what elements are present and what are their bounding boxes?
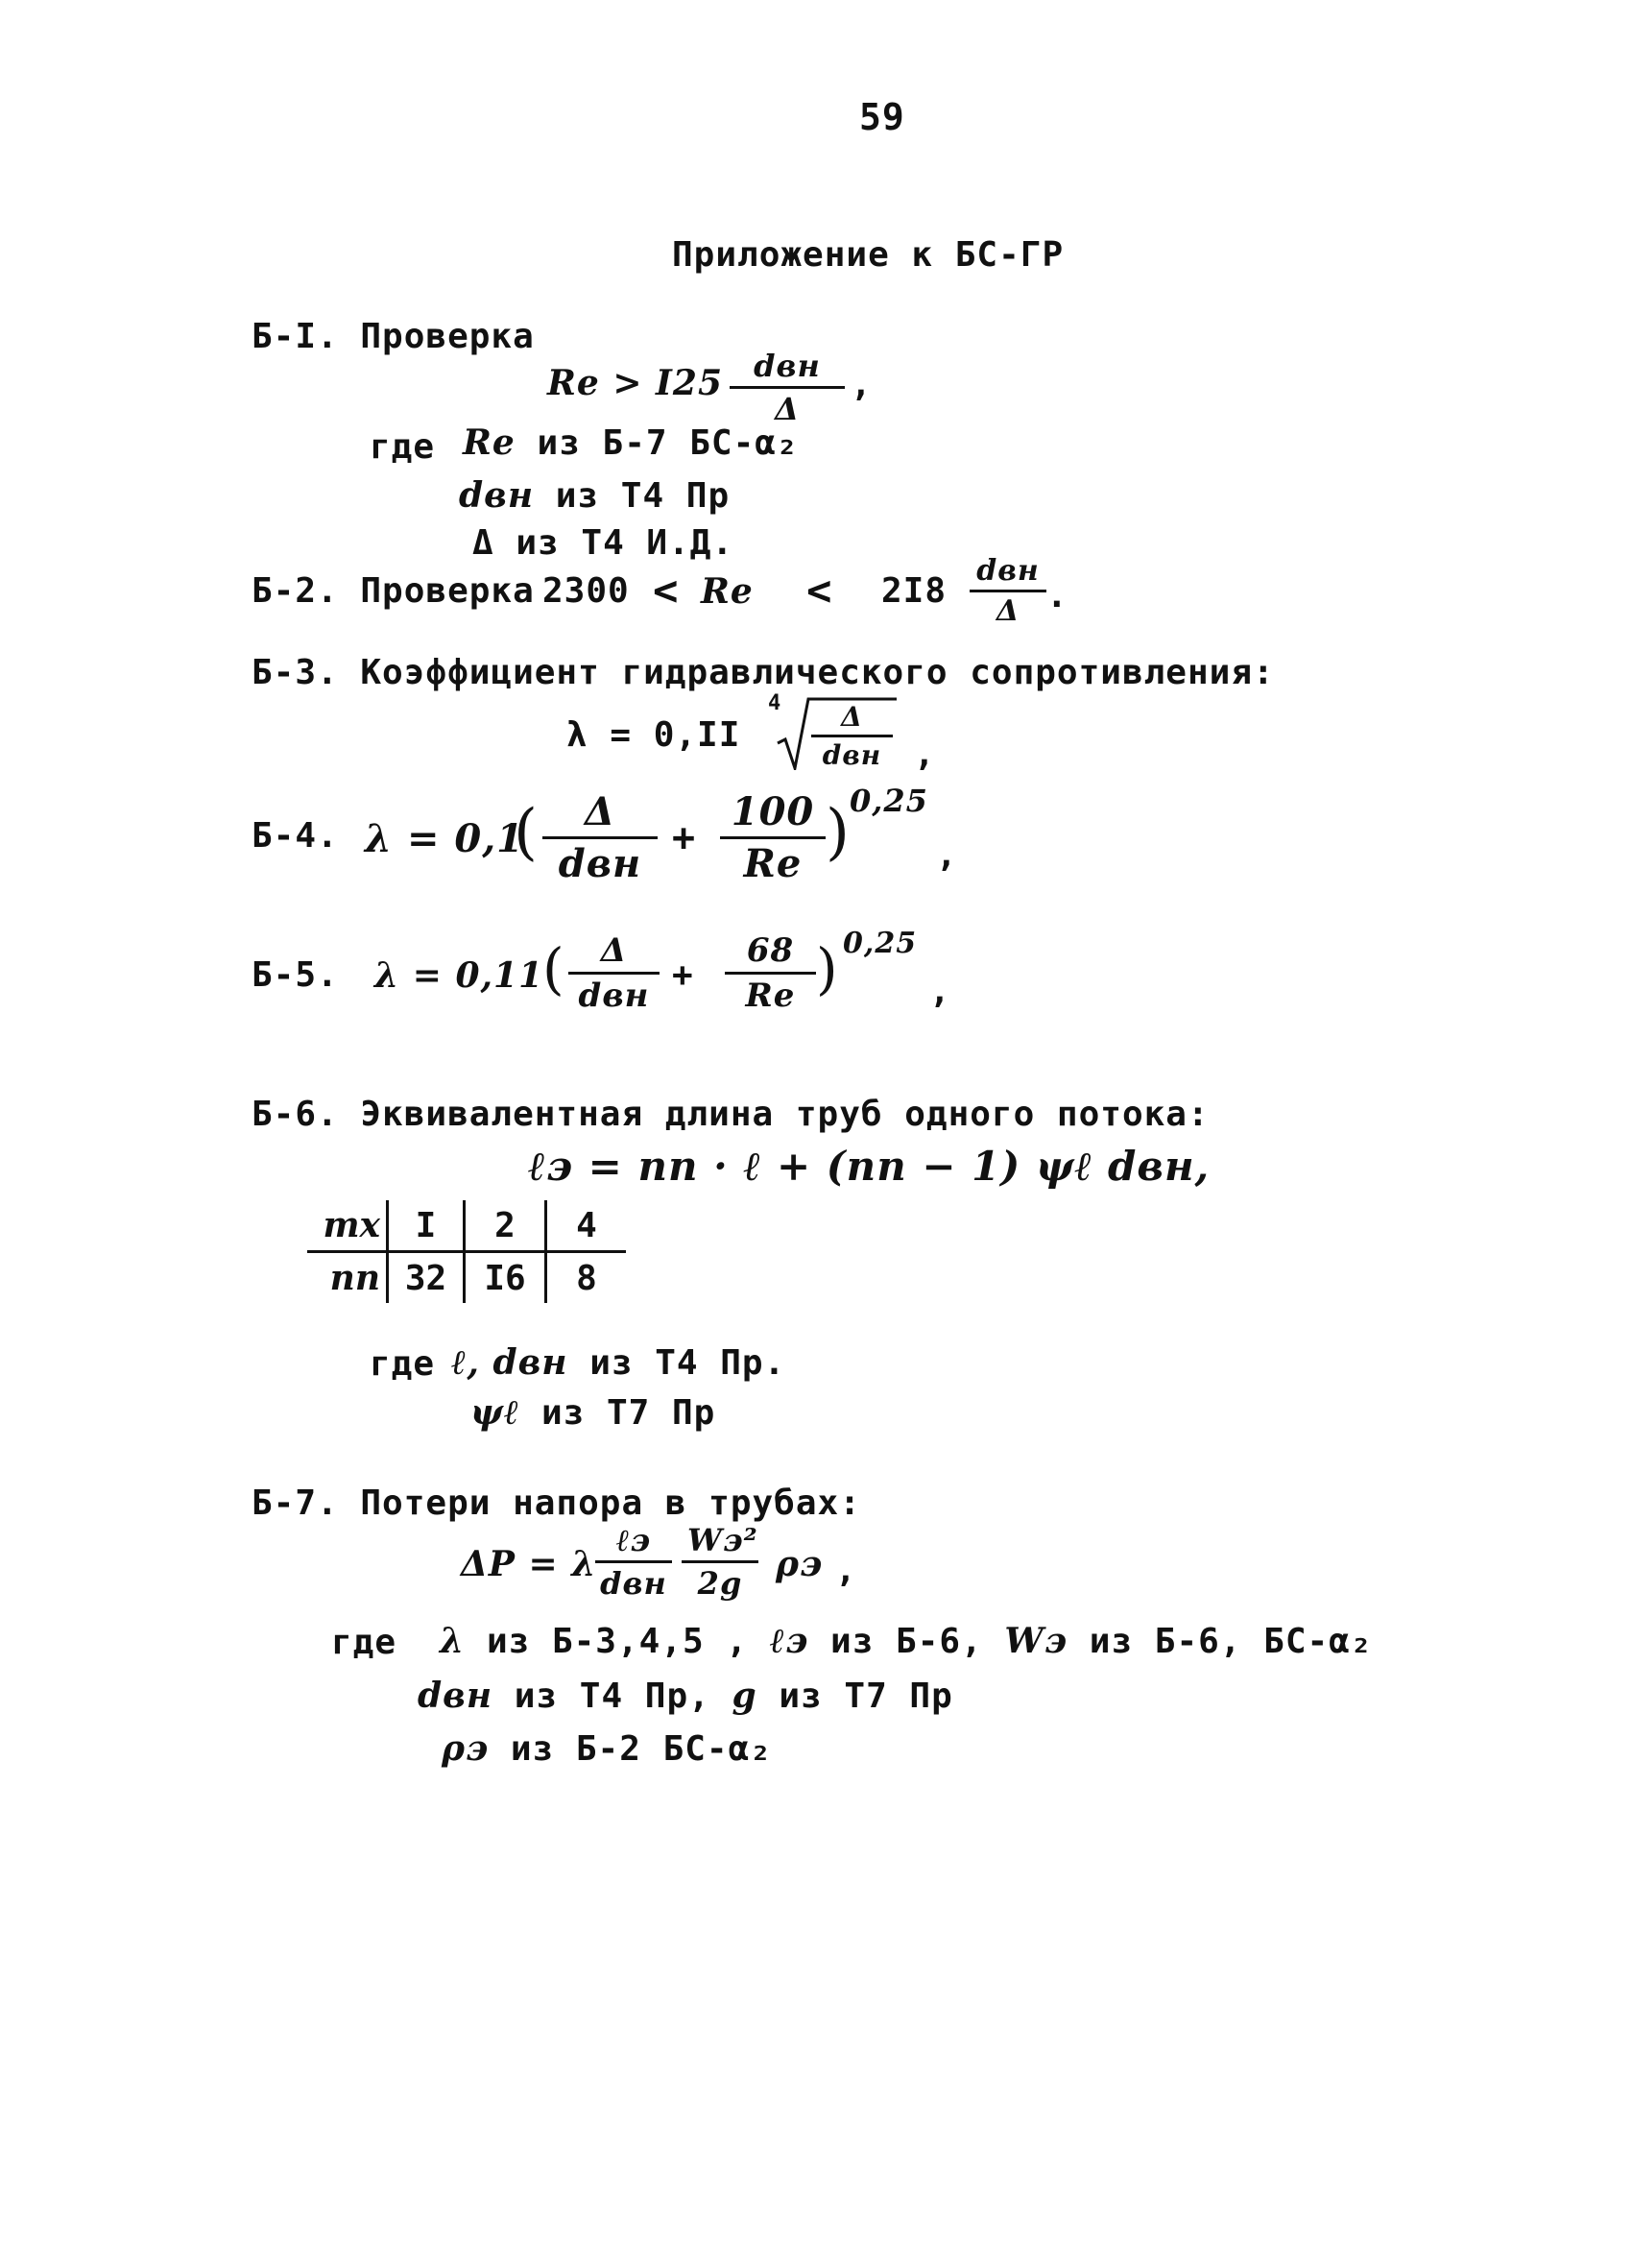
b3-tail: ,	[914, 735, 936, 774]
b4-exponent: 0,25	[850, 783, 928, 819]
b7-lhs: ΔP = λ	[461, 1544, 597, 1584]
b3-lhs	[566, 715, 740, 755]
b7-fraction-1	[595, 1522, 672, 1602]
table-row	[307, 1252, 626, 1304]
b4-label: Б-4.	[252, 816, 339, 856]
table-cell: 2	[465, 1200, 546, 1252]
table-cell: I	[388, 1200, 465, 1252]
b2-mid: Re	[701, 571, 754, 612]
b7-where-row1	[440, 1621, 1373, 1661]
b3-frac-den: dвн	[822, 739, 882, 771]
b7-d-symbol: dвн	[418, 1676, 493, 1716]
table-head-np: nп	[307, 1252, 388, 1304]
b7-f2-den: 2g	[697, 1565, 743, 1602]
b4-f2-den: Re	[743, 841, 803, 886]
b4-lhs: λ = 0,1	[365, 816, 525, 861]
table-row	[307, 1200, 626, 1252]
b6-formula: ℓэ = nп · ℓ + (nп − 1) ψℓ dвн,	[528, 1143, 1211, 1190]
b2-right: 2I8	[881, 571, 948, 611]
b2-lt1: <	[653, 567, 680, 615]
b7-g-source: из Т7 Пр	[779, 1677, 953, 1716]
b6-label: Б-6. Эквивалентная длина труб одного потока:	[252, 1095, 1210, 1134]
b5-open-paren: (	[542, 936, 565, 1001]
b5-f1-num: Δ	[568, 931, 660, 975]
b6-l-d-symbol: ℓ, dвн	[451, 1342, 568, 1383]
b4-plus: +	[672, 816, 697, 860]
b1-d-symbol: dвн	[459, 475, 535, 516]
b7-rho-source: из Б-2 БС-α₂	[510, 1729, 772, 1769]
b7-label: Б-7. Потери напора в трубах:	[252, 1484, 861, 1523]
b5-f2-den: Re	[745, 977, 796, 1015]
b1-lhs	[547, 363, 723, 403]
b1-delta-source: из Т4 И.Д.	[516, 523, 734, 563]
b5-label: Б-5.	[252, 955, 339, 995]
b7-we-symbol: Wэ	[1004, 1621, 1068, 1661]
b7-f1-num: ℓэ	[595, 1522, 672, 1563]
b7-we-source: из Б-6, БС-α₂	[1089, 1622, 1373, 1661]
b2-frac-num: dвн	[970, 554, 1046, 592]
page-number: 59	[859, 96, 905, 138]
b7-rho: ρэ	[776, 1544, 824, 1584]
b5-close-paren: )	[816, 936, 839, 1001]
b4-f2-num: 100	[720, 789, 826, 839]
b7-f1-den: dвн	[600, 1565, 667, 1602]
b5-tail: ,	[929, 972, 951, 1011]
b6-where-row1	[451, 1342, 785, 1383]
b1-re-symbol: Re	[463, 422, 516, 463]
b3-lhs-text: λ = 0,II	[566, 715, 741, 755]
b3-root-index: 4	[768, 691, 782, 715]
page-title: Приложение к БС-ГР	[672, 235, 1065, 275]
b6-table	[307, 1200, 626, 1303]
b5-plus: +	[672, 955, 694, 995]
b1-re-source: из Б-7 БС-α₂	[537, 423, 799, 463]
b4-f1-den: dвн	[558, 841, 642, 886]
table-cell: 4	[546, 1200, 627, 1252]
b7-where-row3	[442, 1728, 772, 1769]
b1-frac-den: Δ	[775, 391, 800, 427]
b5-fraction-1	[568, 931, 660, 1015]
b3-fraction	[811, 701, 893, 771]
b2-left: 2300	[542, 571, 630, 611]
b4-fraction-2	[720, 789, 826, 886]
b1-frac-num: dвн	[730, 348, 845, 389]
b4-open-paren: (	[514, 797, 539, 868]
b1-d-source: из Т4 Пр	[555, 476, 731, 516]
b1-label: Б-I. Проверка	[252, 317, 535, 356]
b6-l-d-source: из Т4 Пр.	[589, 1343, 786, 1383]
b7-le-symbol: ℓэ	[769, 1621, 809, 1661]
b5-exponent: 0,25	[843, 927, 918, 960]
b7-lambda-source: из Б-3,4,5 ,	[486, 1622, 749, 1661]
b1-fraction	[730, 348, 845, 427]
b5-f1-den: dвн	[578, 977, 650, 1015]
b7-fraction-2	[682, 1522, 758, 1602]
b4-tail: ,	[936, 835, 958, 875]
b4-f1-num: Δ	[542, 789, 658, 839]
b7-le-source: из Б-6,	[830, 1622, 983, 1661]
b6-where: где	[370, 1344, 436, 1384]
table-cell: 8	[576, 1258, 597, 1298]
b1-delta-symbol: Δ	[472, 523, 494, 563]
b2-label: Б-2. Проверка	[252, 571, 535, 611]
b5-lhs: λ = 0,11	[374, 955, 544, 996]
b7-f2-num: Wэ²	[682, 1522, 758, 1563]
b7-lambda-symbol: λ	[440, 1621, 466, 1661]
table-head-mx: mx	[307, 1200, 388, 1252]
b5-f2-num: 68	[725, 931, 816, 975]
b6-psi-source: из Т7 Пр	[540, 1393, 716, 1433]
b1-where: где	[370, 427, 436, 467]
b7-where: где	[331, 1623, 397, 1662]
b6-where-row2	[470, 1392, 715, 1433]
b1-tail: ,	[851, 365, 873, 404]
b7-d-source: из Т4 Пр,	[514, 1677, 710, 1716]
table-cell: 32	[388, 1252, 465, 1304]
b7-tail: ,	[835, 1551, 857, 1590]
b2-frac-den: Δ	[996, 594, 1020, 628]
b2-tail: .	[1046, 576, 1068, 615]
b1-where-row1	[463, 422, 799, 463]
b7-g-symbol: g	[732, 1676, 757, 1716]
b1-lhs-text: Re > I25	[547, 363, 723, 403]
b2-lt2: <	[806, 567, 833, 615]
b5-fraction-2	[725, 931, 816, 1015]
b4-close-paren: )	[826, 797, 851, 868]
b3-frac-num: Δ	[811, 701, 893, 737]
b3-label: Б-3. Коэффициент гидравлического сопротивления:	[252, 653, 1275, 692]
b7-rho-symbol: ρэ	[442, 1728, 490, 1769]
b1-where-row2	[459, 475, 730, 516]
b6-psi-symbol: ψℓ	[470, 1392, 520, 1433]
b7-where-row2	[418, 1676, 953, 1716]
b2-fraction	[970, 554, 1046, 628]
b4-fraction-1	[542, 789, 658, 886]
b1-where-row3	[472, 523, 733, 563]
table-cell: I6	[465, 1252, 546, 1304]
